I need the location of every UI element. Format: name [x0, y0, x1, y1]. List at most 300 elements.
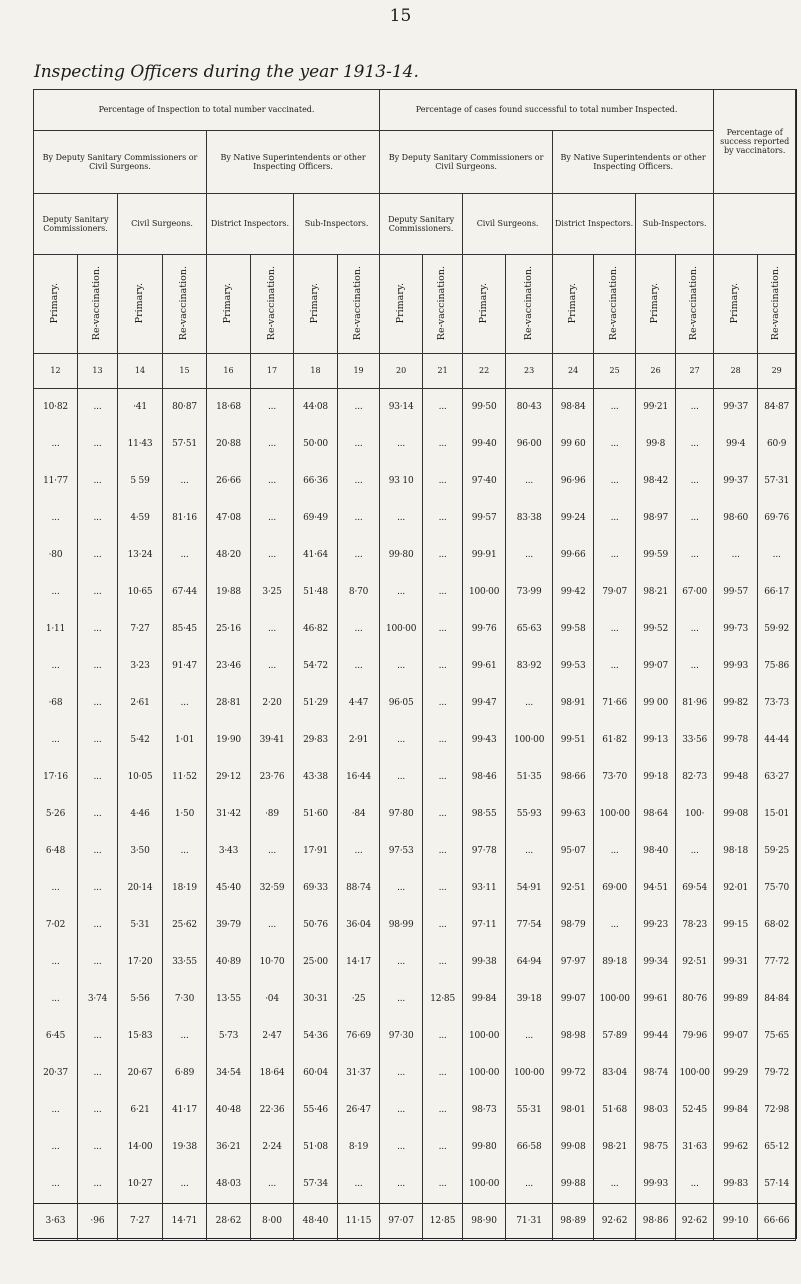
- table-cell: 57·14: [758, 1166, 796, 1204]
- table-cell: ·04: [251, 981, 294, 1018]
- table-cell: 99·84: [463, 981, 506, 1018]
- table-cell: ...: [594, 648, 636, 685]
- table-cell: ...: [34, 870, 78, 907]
- table-cell: ...: [380, 648, 423, 685]
- table-cell: ·84: [338, 796, 380, 833]
- table-row: [34, 1092, 796, 1129]
- table-cell: 99·29: [714, 1055, 758, 1092]
- table-cell: 25·00: [294, 944, 338, 981]
- table-cell: 99·93: [636, 1166, 676, 1204]
- table-cell: 66·17: [758, 574, 796, 611]
- table-cell: ·89: [251, 796, 294, 833]
- table-cell: 93 10: [380, 463, 423, 500]
- table-cell: 67·44: [163, 574, 207, 611]
- column-label: Re-vaccination.: [352, 265, 364, 340]
- table-cell: ...: [423, 833, 463, 870]
- column-label: Primary.: [394, 282, 406, 324]
- table-cell: 64·94: [506, 944, 553, 981]
- table-cell: 79·72: [758, 1055, 796, 1092]
- table-cell: 40·89: [207, 944, 251, 981]
- table-cell: 55·31: [506, 1092, 553, 1129]
- table-cell: ...: [251, 500, 294, 537]
- table-cell: ...: [251, 648, 294, 685]
- table-cell: 5·26: [34, 796, 78, 833]
- table-cell: ...: [251, 426, 294, 463]
- table-cell: 99·37: [714, 463, 758, 500]
- table-cell: 84·84: [758, 981, 796, 1018]
- table-row: [34, 685, 796, 722]
- table-cell: 98·99: [380, 907, 423, 944]
- table-cell: 2·61: [118, 685, 163, 722]
- officer-header: Deputy Sanitary Commissioners.: [380, 194, 463, 255]
- table-row: [34, 1018, 796, 1055]
- table-cell: 94·51: [636, 870, 676, 907]
- table-cell: ...: [78, 722, 118, 759]
- table-row: [34, 1166, 796, 1204]
- table-cell: 2·91: [338, 722, 380, 759]
- table-cell: ...: [78, 944, 118, 981]
- table-cell: 17·91: [294, 833, 338, 870]
- table-cell: 98·74: [636, 1055, 676, 1092]
- table-cell: 99·66: [553, 537, 594, 574]
- column-label: Re-vaccination.: [770, 265, 782, 340]
- table-cell: 98·97: [636, 500, 676, 537]
- table-cell: 10·70: [251, 944, 294, 981]
- column-number: 18: [294, 354, 338, 389]
- table-row: [34, 870, 796, 907]
- table-cell: ...: [423, 907, 463, 944]
- table-cell: ...: [380, 759, 423, 796]
- table-cell: 51·68: [594, 1092, 636, 1129]
- table-cell: 98·40: [636, 833, 676, 870]
- table-cell: 73·70: [594, 759, 636, 796]
- table-cell: 69·00: [594, 870, 636, 907]
- totals-row: [34, 1203, 796, 1240]
- table-cell: 99·84: [714, 1092, 758, 1129]
- table-cell: 1·11: [34, 611, 78, 648]
- table-cell: 13·55: [207, 981, 251, 1018]
- table-cell: ...: [251, 389, 294, 426]
- table-cell: ...: [78, 685, 118, 722]
- table-cell: 89·18: [594, 944, 636, 981]
- table-cell: 30·31: [294, 981, 338, 1018]
- table-cell: ...: [34, 1166, 78, 1204]
- table-cell: ...: [380, 500, 423, 537]
- group-inspection-header: Percentage of Inspection to total number vaccinated.: [34, 90, 380, 131]
- table-cell: ...: [594, 833, 636, 870]
- table-cell: 81·96: [676, 685, 714, 722]
- officer-header: District Inspectors.: [553, 194, 636, 255]
- table-cell: 92·51: [553, 870, 594, 907]
- column-label-cell: [553, 255, 594, 354]
- table-cell: ...: [78, 426, 118, 463]
- table-cell: 98·21: [636, 574, 676, 611]
- table-cell: 99·58: [553, 611, 594, 648]
- table-cell: ...: [163, 685, 207, 722]
- table-cell: 99·24: [553, 500, 594, 537]
- table-cell: 98·55: [463, 796, 506, 833]
- table-cell: 99·31: [714, 944, 758, 981]
- table-cell: ...: [506, 537, 553, 574]
- table-cell: ·25: [338, 981, 380, 1018]
- column-label-cell: [506, 255, 553, 354]
- table-cell: ...: [423, 796, 463, 833]
- table-cell: 100·00: [463, 574, 506, 611]
- column-label: Re-vaccination.: [178, 265, 190, 340]
- table-cell: 100·00: [463, 1018, 506, 1055]
- column-label: Re-vaccination.: [608, 265, 620, 340]
- column-label-cell: [636, 255, 676, 354]
- table-cell: 3·43: [207, 833, 251, 870]
- table-cell: 32·59: [251, 870, 294, 907]
- table-cell: 51·35: [506, 759, 553, 796]
- table-cell: ...: [251, 833, 294, 870]
- table-row: [34, 648, 796, 685]
- table-cell: 22·36: [251, 1092, 294, 1129]
- table-row: [34, 426, 796, 463]
- table-cell: 19·88: [207, 574, 251, 611]
- officer-header: District Inspectors.: [207, 194, 294, 255]
- table-cell: 31·37: [338, 1055, 380, 1092]
- table-cell: 18·64: [251, 1055, 294, 1092]
- column-label-cell: [758, 255, 796, 354]
- table-cell: ...: [78, 574, 118, 611]
- table-cell: 14·00: [118, 1129, 163, 1166]
- table-cell: 5·42: [118, 722, 163, 759]
- column-label: Primary.: [49, 282, 61, 324]
- table-cell: ...: [34, 500, 78, 537]
- table-cell: ...: [423, 1092, 463, 1129]
- table-cell: 99·61: [636, 981, 676, 1018]
- table-cell: 98·66: [553, 759, 594, 796]
- table-cell: ...: [34, 574, 78, 611]
- table-cell: 99·8: [636, 426, 676, 463]
- table-cell: ...: [594, 426, 636, 463]
- table-row: [34, 463, 796, 500]
- column-label-cell: [78, 255, 118, 354]
- column-number: 15: [163, 354, 207, 389]
- table-cell: 99·43: [463, 722, 506, 759]
- table-cell: ...: [594, 907, 636, 944]
- column-number: 25: [594, 354, 636, 389]
- table-cell: 16·44: [338, 759, 380, 796]
- table-cell: 3·50: [118, 833, 163, 870]
- total-cell: 98·89: [553, 1203, 594, 1240]
- table-cell: 98·42: [636, 463, 676, 500]
- table-cell: 80·76: [676, 981, 714, 1018]
- table-cell: 99·52: [636, 611, 676, 648]
- table-cell: ...: [78, 1055, 118, 1092]
- table-cell: 99·61: [463, 648, 506, 685]
- table-cell: ...: [251, 537, 294, 574]
- table-cell: 98·60: [714, 500, 758, 537]
- table-cell: ...: [338, 537, 380, 574]
- table-row: [34, 537, 796, 574]
- table-cell: 81·16: [163, 500, 207, 537]
- table-cell: 65·12: [758, 1129, 796, 1166]
- officer-header: Sub-Inspectors.: [636, 194, 714, 255]
- table-cell: 98·98: [553, 1018, 594, 1055]
- table-cell: 3·25: [251, 574, 294, 611]
- column-label: Primary.: [222, 282, 234, 324]
- table-cell: 100·00: [380, 611, 423, 648]
- table-cell: 99·18: [636, 759, 676, 796]
- total-cell: 66·66: [758, 1203, 796, 1240]
- table-cell: 92·01: [714, 870, 758, 907]
- table-cell: 85·45: [163, 611, 207, 648]
- table-cell: 11·52: [163, 759, 207, 796]
- table-row: [34, 944, 796, 981]
- table-cell: 33·56: [676, 722, 714, 759]
- table-cell: ...: [423, 574, 463, 611]
- table-cell: ...: [338, 389, 380, 426]
- table-cell: ...: [594, 537, 636, 574]
- table-cell: ...: [78, 870, 118, 907]
- total-cell: 8·00: [251, 1203, 294, 1240]
- column-label: Primary.: [729, 282, 741, 324]
- table-cell: 80·43: [506, 389, 553, 426]
- table-cell: 17·16: [34, 759, 78, 796]
- table-cell: ...: [34, 722, 78, 759]
- table-cell: ...: [423, 1166, 463, 1204]
- table-cell: 17·20: [118, 944, 163, 981]
- table-cell: 96·00: [506, 426, 553, 463]
- table-cell: 76·69: [338, 1018, 380, 1055]
- total-cell: 28·62: [207, 1203, 251, 1240]
- table-cell: 97·53: [380, 833, 423, 870]
- table-cell: 99·23: [636, 907, 676, 944]
- table-cell: ...: [423, 389, 463, 426]
- table-cell: 2·47: [251, 1018, 294, 1055]
- table-cell: 99·40: [463, 426, 506, 463]
- column-label: Primary.: [649, 282, 661, 324]
- table-cell: 23·46: [207, 648, 251, 685]
- table-cell: 99·59: [636, 537, 676, 574]
- table-cell: ...: [338, 463, 380, 500]
- table-cell: 69·49: [294, 500, 338, 537]
- table-cell: ...: [423, 463, 463, 500]
- officer-header: Sub-Inspectors.: [294, 194, 380, 255]
- table-cell: ...: [380, 944, 423, 981]
- table-cell: ·41: [118, 389, 163, 426]
- table-cell: ·80: [34, 537, 78, 574]
- table-cell: 4·59: [118, 500, 163, 537]
- table-cell: ...: [423, 944, 463, 981]
- total-cell: 11·15: [338, 1203, 380, 1240]
- table-cell: 41·64: [294, 537, 338, 574]
- table-cell: 66·36: [294, 463, 338, 500]
- table-cell: 91·47: [163, 648, 207, 685]
- table-row: [34, 796, 796, 833]
- table-cell: ...: [506, 685, 553, 722]
- page-number: 15: [389, 6, 412, 26]
- table-cell: 44·44: [758, 722, 796, 759]
- table-cell: ...: [380, 722, 423, 759]
- table-cell: 98·91: [553, 685, 594, 722]
- reported-header-spacer: [714, 194, 796, 255]
- table-cell: 29·12: [207, 759, 251, 796]
- table-cell: 99·38: [463, 944, 506, 981]
- table-cell: 75·65: [758, 1018, 796, 1055]
- table-cell: 47·08: [207, 500, 251, 537]
- column-label: Primary.: [309, 282, 321, 324]
- table-cell: 10·27: [118, 1166, 163, 1204]
- table-cell: 98·18: [714, 833, 758, 870]
- column-label: Re-vaccination.: [91, 265, 103, 340]
- group-success-header: Percentage of cases found successful to total number Inspected.: [380, 90, 714, 131]
- table-cell: 97·97: [553, 944, 594, 981]
- table-cell: ...: [78, 1092, 118, 1129]
- table-cell: 99·73: [714, 611, 758, 648]
- table-cell: ...: [34, 426, 78, 463]
- table-cell: 100·00: [676, 1055, 714, 1092]
- table-cell: 99·07: [553, 981, 594, 1018]
- table-cell: 84·87: [758, 389, 796, 426]
- table-cell: 66·58: [506, 1129, 553, 1166]
- table-cell: 20·14: [118, 870, 163, 907]
- column-number: 19: [338, 354, 380, 389]
- table-cell: ...: [423, 759, 463, 796]
- table-cell: ...: [594, 389, 636, 426]
- table-cell: 48·20: [207, 537, 251, 574]
- table-cell: 5 59: [118, 463, 163, 500]
- table-cell: ...: [338, 611, 380, 648]
- table-cell: 18·19: [163, 870, 207, 907]
- table-cell: 100·00: [463, 1166, 506, 1204]
- table-cell: 99·63: [553, 796, 594, 833]
- table-cell: ...: [34, 981, 78, 1018]
- table-cell: ...: [78, 500, 118, 537]
- column-label: Re-vaccination.: [522, 265, 534, 340]
- table-cell: 79·96: [676, 1018, 714, 1055]
- table-row: [34, 574, 796, 611]
- table-cell: 1·50: [163, 796, 207, 833]
- column-label-cell: [676, 255, 714, 354]
- table-cell: ...: [714, 537, 758, 574]
- table-cell: ...: [423, 537, 463, 574]
- table-cell: ...: [338, 500, 380, 537]
- table-cell: 96·05: [380, 685, 423, 722]
- table-cell: 11·43: [118, 426, 163, 463]
- table-cell: 97·40: [463, 463, 506, 500]
- table-cell: 99·08: [553, 1129, 594, 1166]
- table-cell: 99·07: [636, 648, 676, 685]
- table-cell: ...: [78, 1018, 118, 1055]
- table-cell: ...: [506, 1018, 553, 1055]
- table-cell: 39·79: [207, 907, 251, 944]
- table-cell: 99·42: [553, 574, 594, 611]
- column-number: 16: [207, 354, 251, 389]
- table-cell: 7·30: [163, 981, 207, 1018]
- column-label: Primary.: [566, 282, 578, 324]
- table-cell: ...: [380, 426, 423, 463]
- table-cell: ...: [380, 1129, 423, 1166]
- table-cell: 69·33: [294, 870, 338, 907]
- subgroup-native-2: By Native Superintendents or other Inspecting Officers.: [553, 131, 714, 194]
- table-cell: 10·05: [118, 759, 163, 796]
- total-cell: 71·31: [506, 1203, 553, 1240]
- column-label-cell: [380, 255, 423, 354]
- table-cell: ...: [594, 1166, 636, 1204]
- column-label-cell: [594, 255, 636, 354]
- table-cell: 98·79: [553, 907, 594, 944]
- table-cell: 99·4: [714, 426, 758, 463]
- table-cell: 83·04: [594, 1055, 636, 1092]
- table-cell: 7·27: [118, 611, 163, 648]
- table-cell: 63·27: [758, 759, 796, 796]
- table-cell: 100·: [676, 796, 714, 833]
- table-cell: ...: [676, 611, 714, 648]
- table-cell: ...: [338, 833, 380, 870]
- table-cell: 97·11: [463, 907, 506, 944]
- table-cell: ...: [758, 537, 796, 574]
- table-cell: 99·07: [714, 1018, 758, 1055]
- table-cell: ...: [163, 1166, 207, 1204]
- table-cell: 46·82: [294, 611, 338, 648]
- table-cell: 99·53: [553, 648, 594, 685]
- table-cell: ...: [380, 574, 423, 611]
- table-cell: 77·72: [758, 944, 796, 981]
- table-cell: ...: [380, 1166, 423, 1204]
- table-cell: 12·85: [423, 981, 463, 1018]
- table-cell: ...: [506, 1166, 553, 1204]
- table-cell: 97·30: [380, 1018, 423, 1055]
- table-cell: 99·50: [463, 389, 506, 426]
- table-cell: 99·62: [714, 1129, 758, 1166]
- table-cell: 99·57: [463, 500, 506, 537]
- table-cell: 93·14: [380, 389, 423, 426]
- table-cell: 99·21: [636, 389, 676, 426]
- table-cell: 98·01: [553, 1092, 594, 1129]
- table-cell: ·68: [34, 685, 78, 722]
- column-label: Re-vaccination.: [265, 265, 277, 340]
- table-cell: ...: [78, 1166, 118, 1204]
- table-cell: ...: [251, 1166, 294, 1204]
- table-row: [34, 722, 796, 759]
- table-cell: ...: [380, 870, 423, 907]
- table-row: [34, 759, 796, 796]
- table-cell: 100·00: [463, 1055, 506, 1092]
- table-cell: 80·87: [163, 389, 207, 426]
- table-cell: 8·70: [338, 574, 380, 611]
- table-cell: 99·88: [553, 1166, 594, 1204]
- table-cell: 20·88: [207, 426, 251, 463]
- table-cell: ...: [423, 611, 463, 648]
- column-number: 28: [714, 354, 758, 389]
- table-cell: 6·21: [118, 1092, 163, 1129]
- table-cell: 83·38: [506, 500, 553, 537]
- table-cell: 78·23: [676, 907, 714, 944]
- table-cell: 99·37: [714, 389, 758, 426]
- total-cell: 12·85: [423, 1203, 463, 1240]
- table-cell: ...: [423, 426, 463, 463]
- column-label-cell: [714, 255, 758, 354]
- table-cell: 54·36: [294, 1018, 338, 1055]
- table-cell: 60·04: [294, 1055, 338, 1092]
- table-cell: ...: [34, 1129, 78, 1166]
- table-cell: 98·21: [594, 1129, 636, 1166]
- column-label-cell: [338, 255, 380, 354]
- table-cell: 57·31: [758, 463, 796, 500]
- table-cell: 15·83: [118, 1018, 163, 1055]
- table-cell: ...: [251, 611, 294, 648]
- table-cell: 20·37: [34, 1055, 78, 1092]
- table-cell: ...: [78, 537, 118, 574]
- table-cell: 50·00: [294, 426, 338, 463]
- column-label-cell: [34, 255, 78, 354]
- column-number: 21: [423, 354, 463, 389]
- table-cell: ...: [423, 648, 463, 685]
